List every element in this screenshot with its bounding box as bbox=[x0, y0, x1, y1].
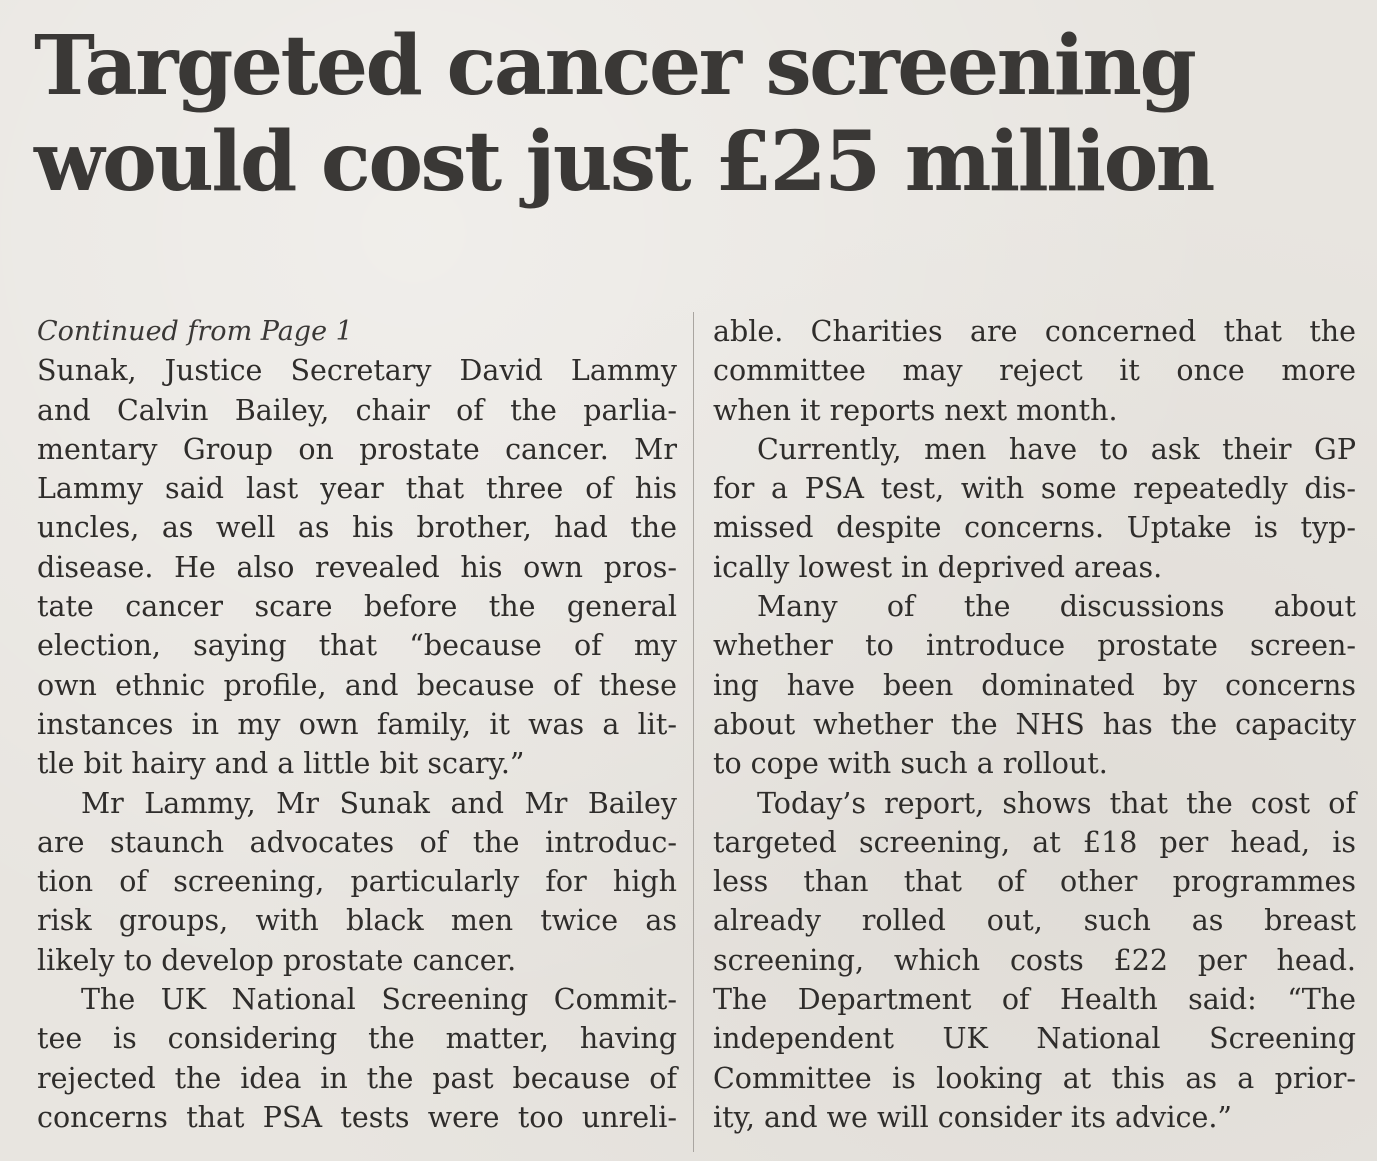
text-line: tle bit hairy and a little bit scary.” bbox=[37, 747, 525, 781]
text-line: tee is considering the matter, having bbox=[37, 1022, 677, 1056]
text-line: risk groups, with black men twice as bbox=[37, 904, 677, 938]
text-line: able. Charities are concerned that the bbox=[713, 315, 1356, 348]
text-line: likely to develop prostate cancer. bbox=[37, 943, 517, 977]
column-divider bbox=[693, 312, 694, 1152]
headline-line-1: Targeted cancer screening bbox=[34, 18, 1195, 114]
text-line: instances in my own family, it was a lit- bbox=[37, 707, 677, 741]
text-line: The Department of Health said: “The bbox=[713, 983, 1356, 1017]
text-line: election, saying that “because of my bbox=[37, 629, 677, 663]
text-line: independent UK National Screening bbox=[713, 1022, 1356, 1056]
text-line: Currently, men have to ask their GP bbox=[757, 432, 1356, 466]
text-line: less than that of other programmes bbox=[713, 865, 1356, 899]
text-line: and Calvin Bailey, chair of the parlia- bbox=[37, 393, 677, 427]
text-line: missed despite concerns. Uptake is typ- bbox=[713, 511, 1356, 545]
text-line: screening, which costs £22 per head. bbox=[713, 943, 1356, 977]
continued-kicker: Continued from Page 1 bbox=[37, 316, 353, 347]
text-line: ing have been dominated by concerns bbox=[713, 668, 1356, 702]
text-line: disease. He also revealed his own pros- bbox=[37, 550, 677, 584]
text-line: Many of the discussions about bbox=[757, 590, 1356, 624]
text-line: tate cancer scare before the general bbox=[37, 590, 677, 624]
right-column bbox=[713, 312, 1356, 1137]
text-line: Lammy said last year that three of his bbox=[37, 472, 677, 506]
text-line: mentary Group on prostate cancer. Mr bbox=[37, 432, 677, 466]
text-line: Committee is looking at this as a prior- bbox=[713, 1061, 1356, 1095]
text-line: own ethnic profile, and because of these bbox=[37, 668, 677, 702]
text-line: concerns that PSA tests were too unreli- bbox=[37, 1100, 677, 1134]
headline-line-2: would cost just £25 million bbox=[34, 114, 1213, 210]
text-line: committee may reject it once more bbox=[713, 354, 1356, 388]
text-line: Today’s report, shows that the cost of bbox=[757, 786, 1356, 820]
text-line: targeted screening, at £18 per head, is bbox=[713, 825, 1356, 859]
text-line: rejected the idea in the past because of bbox=[37, 1061, 677, 1095]
text-line: Mr Lammy, Mr Sunak and Mr Bailey bbox=[81, 786, 677, 820]
text-line: already rolled out, such as breast bbox=[713, 904, 1356, 938]
text-line: for a PSA test, with some repeatedly dis- bbox=[713, 472, 1356, 506]
text-line: The UK National Screening Commit- bbox=[81, 983, 677, 1017]
text-line: when it reports next month. bbox=[713, 393, 1118, 427]
text-line: whether to introduce prostate screen- bbox=[713, 629, 1356, 663]
text-line: Sunak, Justice Secretary David Lammy bbox=[37, 354, 677, 388]
text-line: tion of screening, particularly for high bbox=[37, 865, 677, 899]
text-line: about whether the NHS has the capacity bbox=[713, 707, 1356, 741]
left-column bbox=[37, 312, 677, 1137]
text-line: ically lowest in deprived areas. bbox=[713, 550, 1163, 584]
text-line: to cope with such a rollout. bbox=[713, 747, 1108, 781]
text-line: ity, and we will consider its advice.” bbox=[713, 1100, 1232, 1134]
headline bbox=[34, 18, 1334, 210]
text-line: uncles, as well as his brother, had the bbox=[37, 511, 677, 545]
text-line: are staunch advocates of the introduc- bbox=[37, 825, 677, 859]
